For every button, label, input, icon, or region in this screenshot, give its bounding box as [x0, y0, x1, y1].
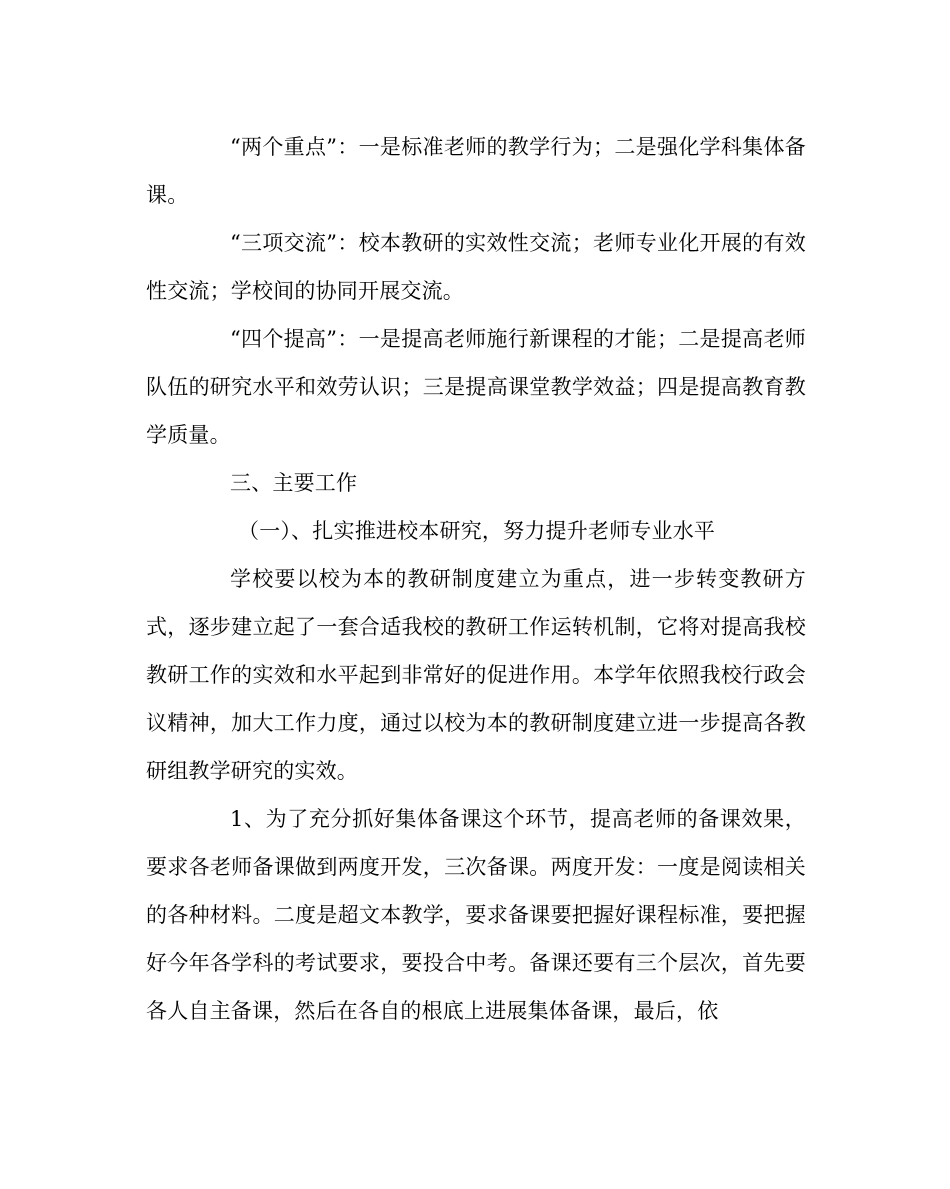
subsection-heading-school-research: （一）、扎实推进校本研究，努力提升老师专业水平	[238, 519, 716, 543]
paragraph-three-exchanges: “三项交流”：校本教研的实效性交流；老师专业化开展的有效性交流；学校间的协同开展交流。	[146, 231, 806, 303]
paragraph-four-improvements: “四个提高”：一是提高老师施行新课程的才能；二是提高老师队伍的研究水平和效劳认识；三是提高课堂教学效益；四是提高教育教学质量。	[146, 327, 806, 447]
paragraph-collective-lesson-prep: 1、为了充分抓好集体备课这个环节，提高老师的备课效果，要求各老师备课做到两度开发，三次备课。两度开发：一度是阅读相关的各种材料。二度是超文本教学，要求备课要把握好课程标准，要把握好今年各学科的考试要求，要投合中考。备课还要有三个层次，首先要各人自主备课，然后在各自的根底上进展集体备课，最后，依	[146, 807, 806, 1023]
document-body	[146, 123, 806, 1035]
paragraph-two-key-points: “两个重点”：一是标准老师的教学行为；二是强化学科集体备课。	[146, 135, 806, 207]
paragraph-research-system: 学校要以校为本的教研制度建立为重点，进一步转变教研方式，逐步建立起了一套合适我校的教研工作运转机制，它将对提高我校教研工作的实效和水平起到非常好的促进作用。本学年依照我校行政会议精神，加大工作力度，通过以校为本的教研制度建立进一步提高各教研组教学研究的实效。	[146, 567, 806, 783]
section-heading-main-work: 三、主要工作	[230, 471, 358, 495]
